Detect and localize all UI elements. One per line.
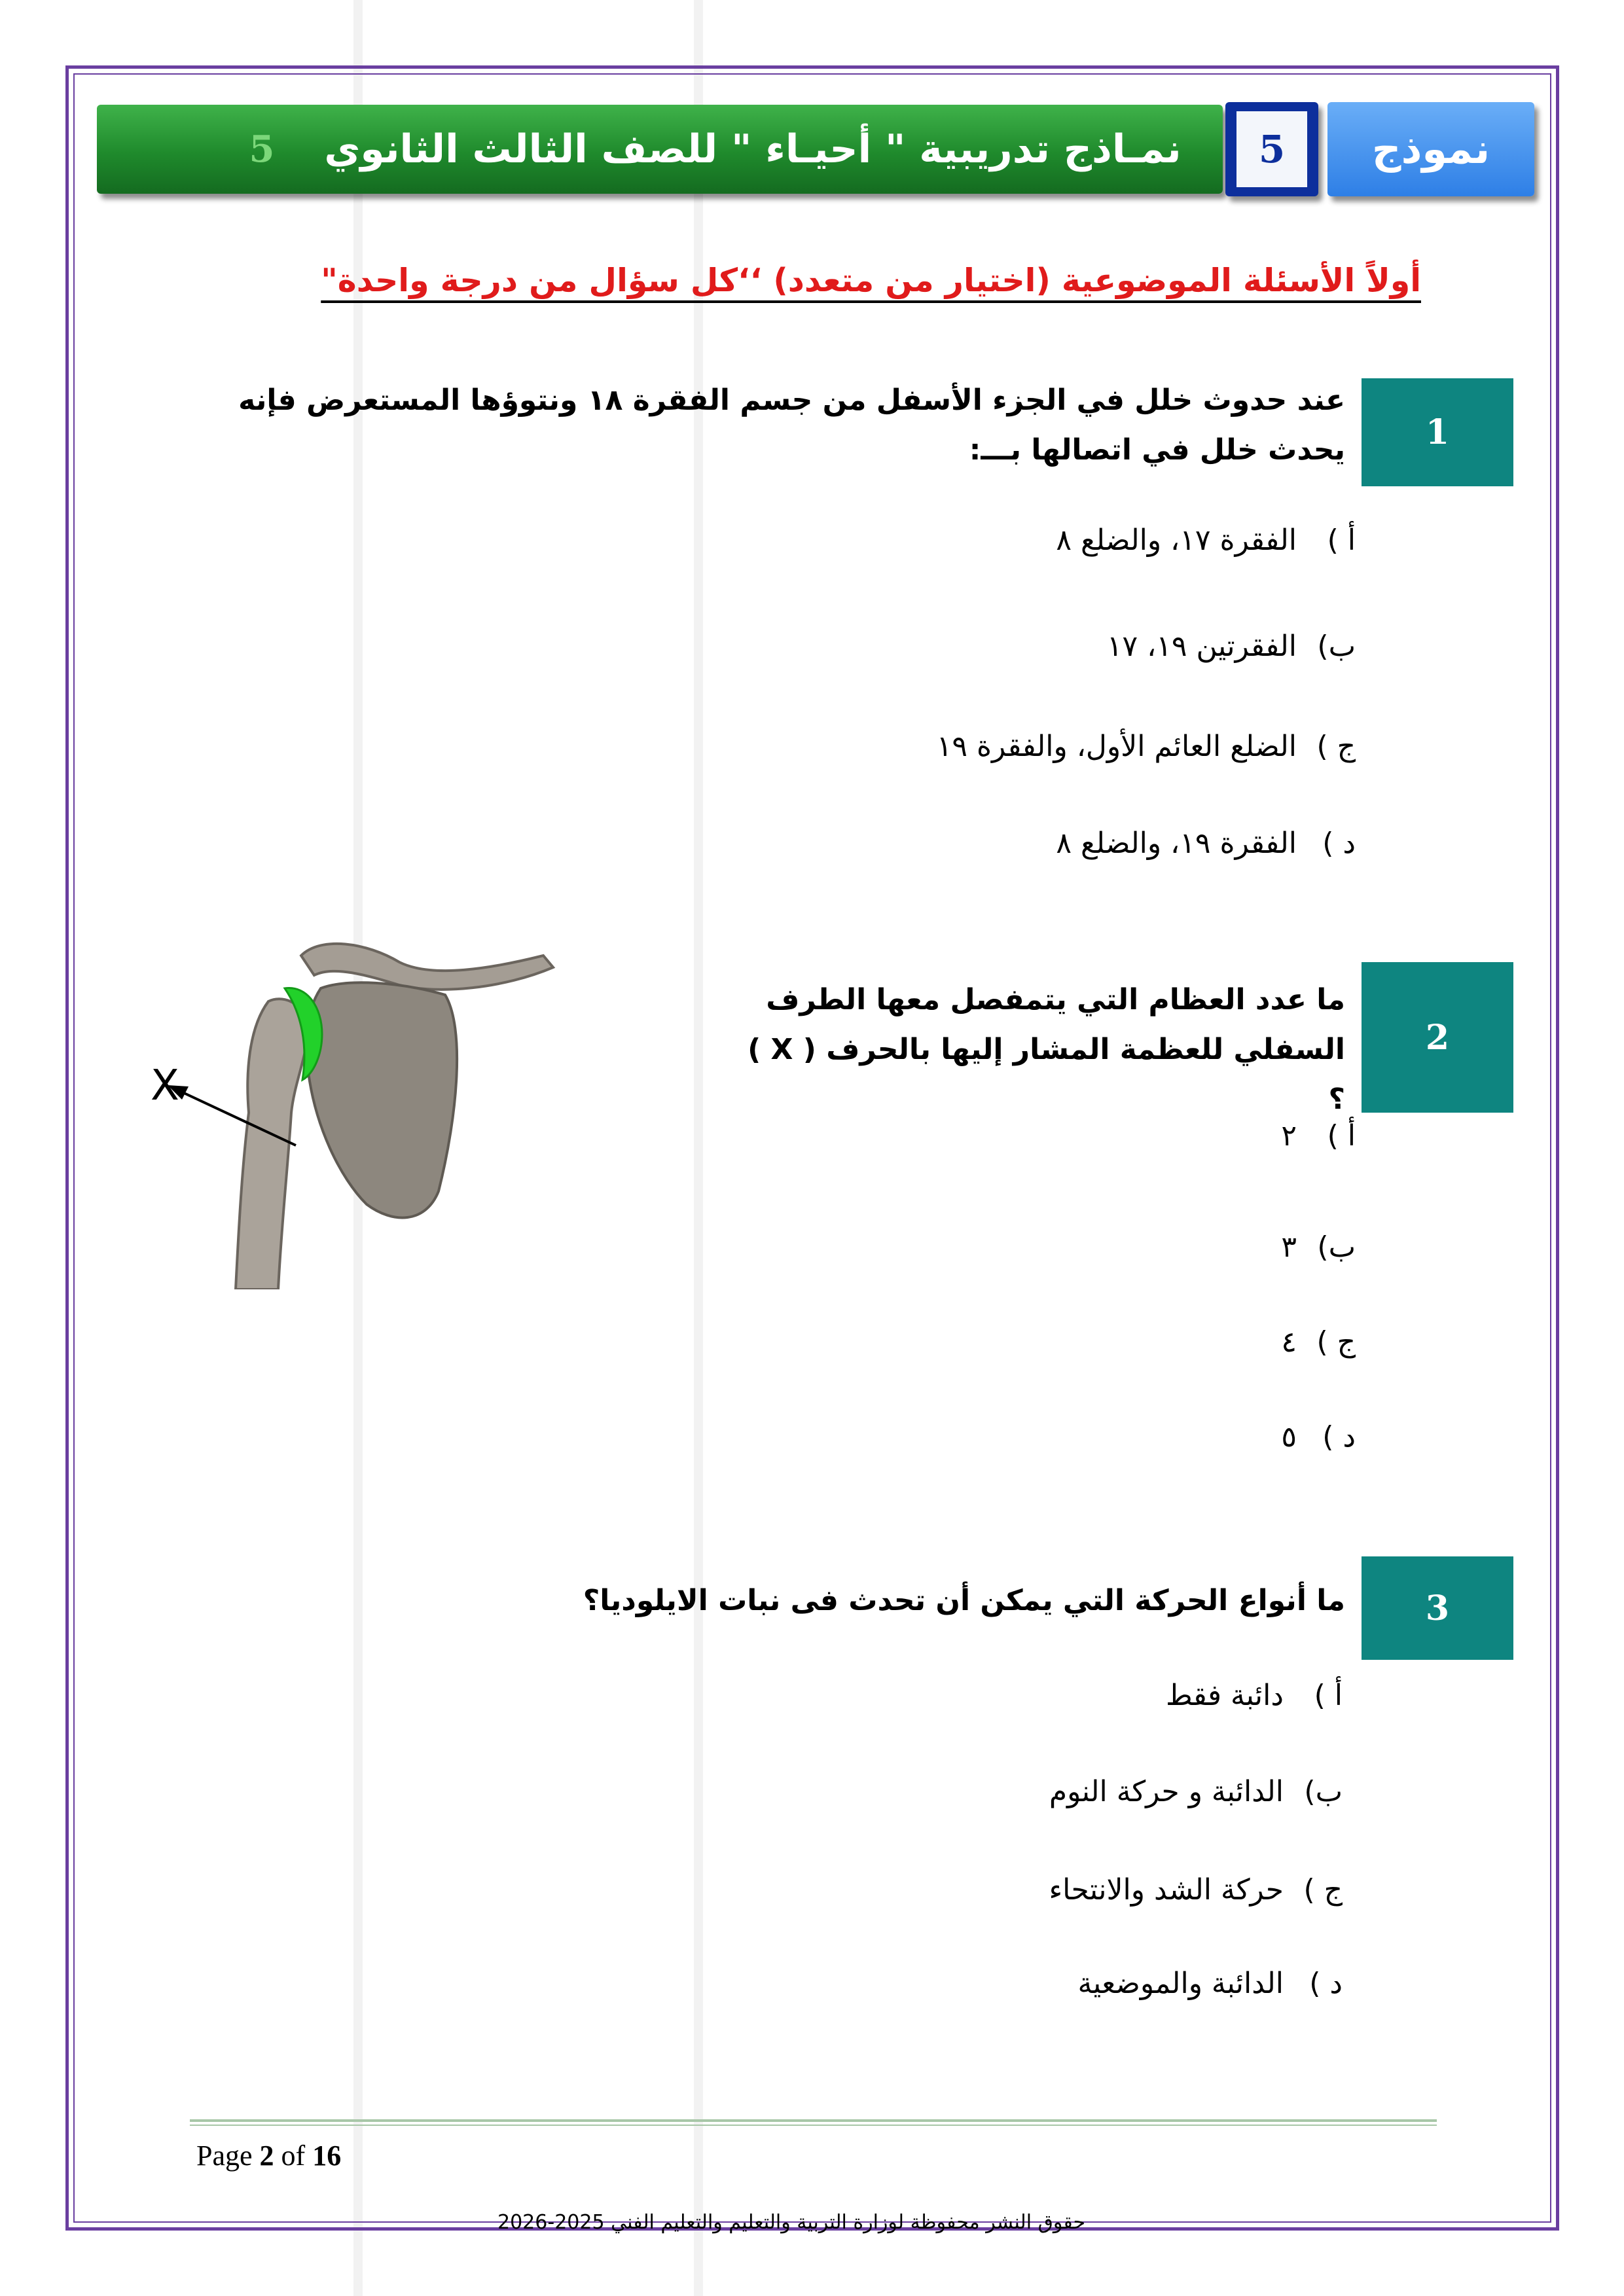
answer-option[interactable] bbox=[1166, 1679, 1343, 1712]
question-number-box: 2 bbox=[1362, 962, 1513, 1113]
question-number-box: 1 bbox=[1362, 378, 1513, 486]
header-title-number: 5 bbox=[249, 128, 275, 171]
answer-option[interactable] bbox=[1107, 630, 1356, 663]
copyright-notice: حقوق النشر محفوظة لوزارة التربية والتعليم والتعليم الفني 2025-2026 bbox=[497, 2211, 1086, 2234]
option-letter: د ) bbox=[1322, 827, 1356, 860]
header-model-label: نموذج bbox=[1371, 125, 1490, 173]
page-word: Page bbox=[196, 2140, 253, 2172]
answer-option[interactable] bbox=[1049, 1873, 1343, 1907]
scapula-bone bbox=[306, 982, 457, 1217]
option-text: حركة الشد والانتحاء bbox=[1049, 1873, 1284, 1907]
figure-label-x: X bbox=[151, 1062, 179, 1110]
page-total: 16 bbox=[312, 2140, 342, 2172]
answer-option[interactable] bbox=[1281, 1325, 1356, 1359]
option-text: ٣ bbox=[1281, 1230, 1297, 1264]
footer-rule bbox=[190, 2119, 1437, 2122]
option-letter: ج ) bbox=[1316, 1325, 1356, 1359]
option-text: الضلع العائم الأول، والفقرة ١٩ bbox=[936, 730, 1297, 763]
section-heading: أولاً الأسئلة الموضوعية (اختيار من متعدد) ‘‘كل سؤال من درجة واحدة" bbox=[321, 262, 1421, 299]
option-text: الدائبة والموضعية bbox=[1077, 1967, 1284, 2000]
humerus-bone bbox=[236, 999, 308, 1289]
option-text: الفقرة ١٧، والضلع ٨ bbox=[1056, 524, 1297, 557]
option-text: ٢ bbox=[1281, 1119, 1297, 1153]
answer-option[interactable] bbox=[1281, 1420, 1356, 1454]
option-text: الدائبة و حركة النوم bbox=[1049, 1775, 1284, 1808]
question-text: عند حدوث خلل في الجزء الأسفل من جسم الفقرة ١٨ ونتوؤها المستعرض فإنه يحدث خلل في اتصالها بـــ: bbox=[238, 384, 1345, 467]
question-number-box: 3 bbox=[1362, 1556, 1513, 1660]
answer-option[interactable] bbox=[1077, 1967, 1343, 2000]
answer-option[interactable] bbox=[1281, 1230, 1356, 1264]
shoulder-bone-figure bbox=[151, 916, 576, 1289]
option-letter: ب) bbox=[1317, 630, 1356, 663]
option-letter: ب) bbox=[1304, 1775, 1343, 1808]
option-letter: د ) bbox=[1309, 1967, 1343, 2000]
option-text: الفقرة ١٩، والضلع ٨ bbox=[1056, 827, 1297, 860]
header-title: نمـاذج تدريبية " أحيـاء " للصف الثالث الثانوي bbox=[324, 126, 1182, 172]
option-text: ٤ bbox=[1281, 1325, 1297, 1359]
option-letter: ج ) bbox=[1316, 730, 1356, 763]
option-letter: أ ) bbox=[1327, 1119, 1356, 1153]
option-text: دائبة فقط bbox=[1166, 1679, 1284, 1712]
answer-option[interactable] bbox=[1281, 1119, 1356, 1153]
option-text: ٥ bbox=[1281, 1420, 1297, 1454]
question-text: ما أنواع الحركة التي يمكن أن تحدث فى نبات الايلوديا؟ bbox=[583, 1584, 1345, 1617]
answer-option[interactable] bbox=[1056, 524, 1356, 557]
option-letter: أ ) bbox=[1314, 1679, 1343, 1712]
option-letter: أ ) bbox=[1327, 524, 1356, 557]
answer-option[interactable] bbox=[937, 730, 1356, 763]
page-of: of bbox=[281, 2140, 306, 2172]
option-letter: ج ) bbox=[1303, 1873, 1343, 1907]
option-text: الفقرتين ١٩، ١٧ bbox=[1106, 630, 1297, 663]
option-letter: د ) bbox=[1322, 1420, 1356, 1454]
question-text: ما عدد العظام التي يتمفصل معها الطرف السفلي للعظمة المشار إليها بالحرف ( X ) ؟ bbox=[748, 983, 1345, 1116]
page-current: 2 bbox=[259, 2140, 274, 2172]
option-letter: ب) bbox=[1317, 1230, 1356, 1264]
header-model-number: 5 bbox=[1236, 111, 1307, 187]
answer-option[interactable] bbox=[1056, 827, 1356, 860]
footer-rule bbox=[190, 2125, 1437, 2126]
page-number bbox=[196, 2139, 341, 2172]
answer-option[interactable] bbox=[1049, 1775, 1343, 1808]
